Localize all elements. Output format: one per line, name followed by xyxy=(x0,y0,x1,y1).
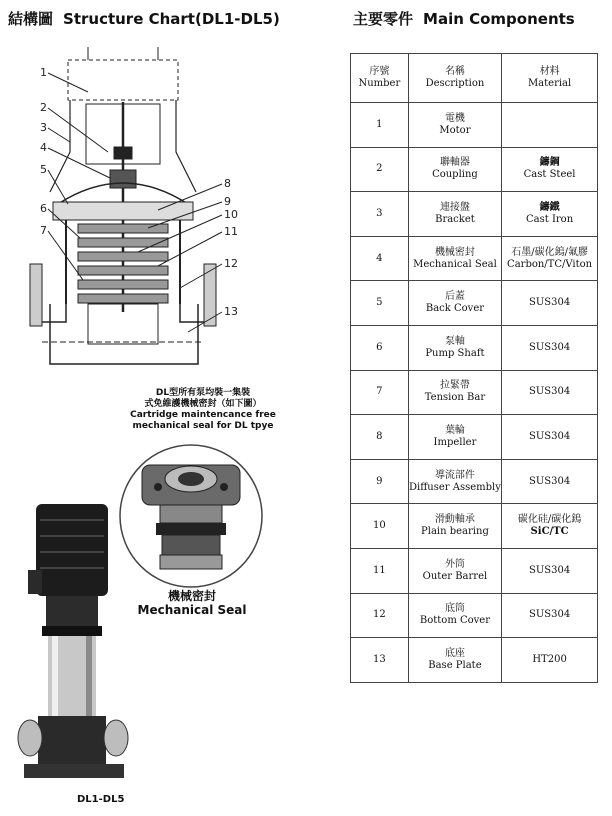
row-material: SUS304 xyxy=(502,370,598,415)
main-components-heading-cjk: 主要零件 xyxy=(353,10,414,28)
row-number: 11 xyxy=(351,548,409,593)
structure-chart-heading xyxy=(8,8,280,29)
row-material-cjk: 碳化硅/碳化鎢 xyxy=(517,514,582,526)
drawing-number-13: 13 xyxy=(224,305,238,318)
row-number: 7 xyxy=(351,370,409,415)
header-description-en: Description xyxy=(425,78,485,89)
row-material-cjk: 石墨/碳化鎢/氟膠 xyxy=(511,246,588,258)
main-components-heading-en: Main Components xyxy=(423,10,575,28)
row-name-en: Bottom Cover xyxy=(419,615,490,627)
row-name-en: Bracket xyxy=(435,213,475,225)
table-row xyxy=(351,236,598,281)
seal-caption-line1: DL型所有泵均裝一集裝 xyxy=(155,388,251,398)
motor-outline xyxy=(68,60,178,100)
row-material xyxy=(502,103,598,148)
table-row xyxy=(351,281,598,326)
row-number: 10 xyxy=(351,504,409,549)
drawing-geometry xyxy=(30,47,222,364)
drawing-number-3: 3 xyxy=(40,121,47,134)
header-material xyxy=(502,54,598,103)
mechanical-seal-label-cjk: 機械密封 xyxy=(167,589,216,603)
row-name-en: Motor xyxy=(439,124,471,136)
table-header-row xyxy=(351,54,598,103)
row-description xyxy=(408,548,501,593)
inlet-flange xyxy=(30,264,42,326)
row-number: 5 xyxy=(351,281,409,326)
row-material-cjk: 鑄鋼 xyxy=(539,157,560,169)
row-material: SUS304 xyxy=(502,325,598,370)
table-row xyxy=(351,192,598,237)
table-row xyxy=(351,415,598,460)
row-name-cjk: 導流部件 xyxy=(434,469,475,481)
row-material: HT200 xyxy=(502,638,598,683)
row-material: SUS304 xyxy=(502,593,598,638)
row-name-cjk: 外筒 xyxy=(444,558,465,570)
table-row xyxy=(351,504,598,549)
row-name-en: Impeller xyxy=(433,436,477,448)
row-number: 4 xyxy=(351,236,409,281)
coupling-block xyxy=(114,147,132,159)
mechanical-seal-image xyxy=(118,443,264,589)
drawing-number-2: 2 xyxy=(40,101,47,114)
row-name-cjk: 后蓋 xyxy=(444,291,465,303)
row-material: SUS304 xyxy=(502,548,598,593)
drawing-number-4: 4 xyxy=(40,141,47,154)
row-material: SUS304 xyxy=(502,415,598,460)
table-row xyxy=(351,370,598,415)
row-number: 1 xyxy=(351,103,409,148)
row-name-cjk: 拉緊帶 xyxy=(439,380,470,392)
row-name-cjk: 滑動軸承 xyxy=(434,514,475,526)
row-description xyxy=(408,147,501,192)
seal-caption-line3: Cartridge maintencance free xyxy=(130,410,276,420)
structure-chart-heading-cjk: 結構圖 xyxy=(8,10,54,28)
row-material xyxy=(502,236,598,281)
row-name-cjk: 底筒 xyxy=(444,603,465,615)
row-description xyxy=(408,504,501,549)
drawing-number-5: 5 xyxy=(40,163,47,176)
drawing-number-11: 11 xyxy=(224,225,238,238)
row-name-en: Plain bearing xyxy=(421,526,489,538)
drawing-number-6: 6 xyxy=(40,202,47,215)
header-material-cjk: 材料 xyxy=(539,66,560,77)
row-description xyxy=(408,415,501,460)
row-name-en: Outer Barrel xyxy=(422,570,488,582)
table-row xyxy=(351,548,598,593)
row-name-cjk: 電機 xyxy=(444,112,465,124)
drawing-number-9: 9 xyxy=(224,195,231,208)
header-number xyxy=(351,54,409,103)
row-description xyxy=(408,325,501,370)
row-description xyxy=(408,638,501,683)
row-material-en: Cast Steel xyxy=(523,169,576,181)
pump-photo xyxy=(16,500,134,786)
row-material-cjk: 鑄鐵 xyxy=(539,201,560,213)
row-material: SUS304 xyxy=(502,281,598,326)
header-material-en: Material xyxy=(527,78,572,89)
row-name-cjk: 聯軸器 xyxy=(439,157,470,169)
pump-model-label: DL1-DL5 xyxy=(77,794,125,805)
row-number: 9 xyxy=(351,459,409,504)
structure-chart-heading-en: Structure Chart(DL1-DL5) xyxy=(63,10,280,28)
seal-caption-line2: 式免維護機械密封（如下圖） xyxy=(144,399,262,409)
row-description xyxy=(408,370,501,415)
row-number: 3 xyxy=(351,192,409,237)
table-row xyxy=(351,638,598,683)
row-material xyxy=(502,192,598,237)
drawing-number-12: 12 xyxy=(224,257,238,270)
row-description xyxy=(408,281,501,326)
row-description xyxy=(408,192,501,237)
drawing-number-1: 1 xyxy=(40,66,47,79)
row-material xyxy=(502,147,598,192)
drawing-number-10: 10 xyxy=(224,208,238,221)
table-row xyxy=(351,459,598,504)
row-name-en: Base Plate xyxy=(428,659,482,671)
components-table xyxy=(350,53,598,683)
row-number: 13 xyxy=(351,638,409,683)
row-name-cjk: 泵軸 xyxy=(444,335,465,347)
header-number-en: Number xyxy=(358,78,401,89)
row-name-cjk: 連接盤 xyxy=(439,201,470,213)
header-description xyxy=(408,54,501,103)
row-name-en: Pump Shaft xyxy=(425,347,485,359)
drawing-number-8: 8 xyxy=(224,177,231,190)
row-number: 8 xyxy=(351,415,409,460)
table-row xyxy=(351,103,598,148)
row-description xyxy=(408,236,501,281)
seal-caption xyxy=(118,388,288,432)
row-number: 6 xyxy=(351,325,409,370)
drawing-number-7: 7 xyxy=(40,224,47,237)
row-number: 12 xyxy=(351,593,409,638)
row-name-en: Tension Bar xyxy=(424,392,486,404)
row-material xyxy=(502,504,598,549)
table-row xyxy=(351,593,598,638)
header-description-cjk: 名稱 xyxy=(444,66,465,77)
seal-caption-line4: mechanical seal for DL tpye xyxy=(132,421,274,431)
row-name-en: Diffuser Assembly xyxy=(408,481,501,493)
row-description xyxy=(408,593,501,638)
row-material-en: Cast Iron xyxy=(526,213,574,225)
row-material-en: Carbon/TC/Viton xyxy=(507,258,593,270)
pump-cross-section-drawing xyxy=(8,42,264,378)
header-number-cjk: 序號 xyxy=(369,66,390,77)
mechanical-seal-label-en: Mechanical Seal xyxy=(137,603,247,617)
seal-block xyxy=(110,170,136,188)
row-name-en: Coupling xyxy=(432,169,478,181)
table-row xyxy=(351,147,598,192)
row-name-en: Mechanical Seal xyxy=(413,258,497,270)
mechanical-seal-label xyxy=(132,589,252,617)
row-name-cjk: 底座 xyxy=(444,647,465,659)
row-material: SUS304 xyxy=(502,459,598,504)
row-description xyxy=(408,103,501,148)
main-components-heading xyxy=(353,8,575,29)
row-name-cjk: 機械密封 xyxy=(434,246,475,258)
row-name-cjk: 葉輪 xyxy=(444,424,465,436)
row-description xyxy=(408,459,501,504)
row-name-en: Back Cover xyxy=(425,303,485,315)
row-material-en: SiC/TC xyxy=(530,526,569,538)
base-plate-outline xyxy=(50,304,198,364)
table-row xyxy=(351,325,598,370)
row-number: 2 xyxy=(351,147,409,192)
